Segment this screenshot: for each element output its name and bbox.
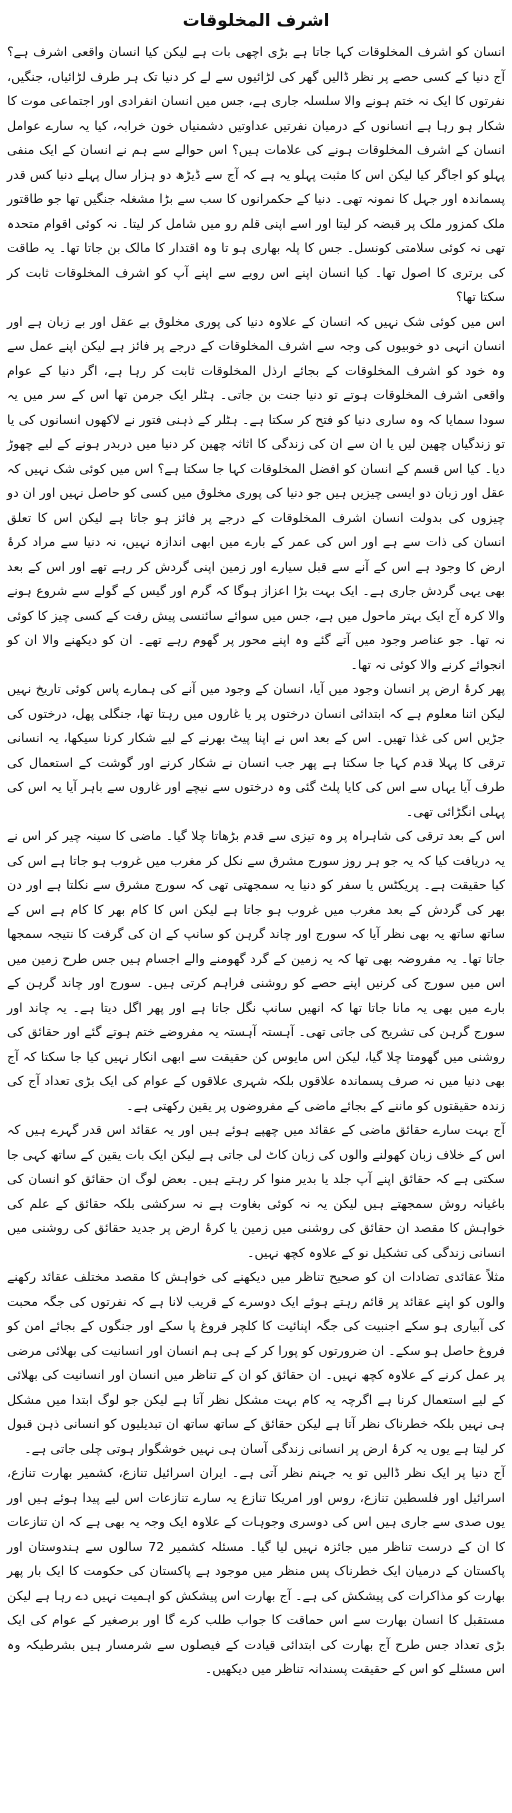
article-paragraph: آج بہت سارے حقائق ماضی کے عقائد میں چھپے ہوئے ہیں اور یہ عقائد اس قدر گہرے ہیں کہ اس کے خلاف زبان کھولنے والوں کی زبان کاٹ لی جاتی ہے لیکن ایک بات یقین کے ساتھ کہی جا سکتی ہے کہ حقائق اپنے آپ جلد یا بدیر منوا کر رہتے ہیں۔ بعض لوگ ان حقائق کو انسان کی باغیانہ روش سمجھتے ہیں لیکن یہ نہ کوئی بغاوت ہے نہ سرکشی بلکہ حقائق کے علم کی خواہش کا مقصد ان حقائق کی روشنی میں زمین یا کرۂ ارض پر جدید حقائق کی روشنی میں انسانی زندگی کی تشکیل نو کے علاوہ کچھ نہیں۔ xyxy=(7,1122,505,1260)
article-paragraph: اس میں کوئی شک نہیں کہ انسان کے علاوہ دنیا کی پوری مخلوق بے عقل اور بے زبان ہے اور انسان انہی دو خوبیوں کی وجہ سے اشرف المخلوقات کے درجے پر فائز ہے لیکن اپنے عمل سے وہ خود کو اشرف المخلوقات کے بجائے ارذل المخلوقات ثابت کر رہا ہے، اگر دنیا کے عوام واقعی اشرف المخلوقات ہوتے تو دنیا جنت بن جاتی۔ ہٹلر ایک جرمن تھا اس کے سر میں یہ سودا سمایا کہ وہ ساری دنیا کو فتح کر سکتا ہے۔ ہٹلر کے ذہنی فتور نے لاکھوں انسانوں کی یا تو زندگیاں چھین لیں یا ان سے ان کی زندگی کا اثاثہ چھین کر دنیا میں دربدر ہونے کے لیے چھوڑ دیا۔ کیا اس قسم کے انسان کو افضل المخلوقات کہا جا سکتا ہے؟ اس میں کوئی شک نہیں کہ عقل اور زبان دو ایسی چیزیں ہیں جو دنیا کی پوری مخلوق میں کسی کو حاصل نہیں اور ان دو چیزوں کی بدولت انسان اشرف المخلوقات کے درجے پر فائز ہو جاتا ہے لیکن اس کا تعلق انسان کی ذات سے ہے اور اس کی عمر کے بارے میں ابھی اندازہ نہیں، نہ دنیا سے مراد کرۂ ارض کا وجود ہے اس کے آنے سے قبل سیارے اور زمین اپنی گردش کر رہے تھے اور اس کے بعد بھی یہی گردش جاری ہے۔ ایک بہت بڑا اعزاز ہوگا کہ گرم اور گیس کے گولے سے شروع ہونے والا کرہ آج ایک بہتر ماحول میں ہے، جس میں سوائے سائنسی پیش رفت کے کسی چیز کا کوئی نہ تھا۔ جو عناصر وجود میں آتے گئے وہ اپنے محور پر گھوم رہے تھے۔ ان کو دیکھنے والا ان کو انجوائے کرنے والا کوئی نہ تھا۔ xyxy=(7,313,505,672)
article-body xyxy=(7,40,505,1682)
article-paragraph: مثلاً عقائدی تضادات ان کو صحیح تناظر میں دیکھنے کی خواہش کا مقصد مختلف عقائد رکھنے والوں کو اپنے عقائد پر قائم رہتے ہوئے ایک دوسرے کے قریب لانا ہے کہ نفرتوں کی جگہ محبت کی آبیاری ہو سکے اجنبیت کی جگہ اپنائیت کا کلچر فروغ پا سکے اور جنگوں کے بجائے امن کو فروغ حاصل ہو سکے۔ ان ضرورتوں کو پورا کر کے ہی ہم انسان اور انسانیت کی بھلائی مرضی پر عمل کرنے کے علاوہ کچھ نہیں۔ ان حقائق کو ان کے تناظر میں انسان اور انسانیت کی بھلائی کے لیے استعمال کرنا ہے اگرچہ یہ کام بہت مشکل نظر آتا ہے لیکن جو لوگ ابتدا میں مشکل ہی نہیں بلکہ خطرناک نظر آتا ہے لیکن حقائق کے ساتھ ساتھ ان تبدیلیوں کو انسانی ذہن قبول کر لیتا ہے یوں یہ کرۂ ارض پر انسانی زندگی آسان ہی نہیں خوشگوار ہوتی چلی جاتی ہے۔ xyxy=(7,1269,505,1456)
article-paragraph: آج دنیا پر ایک نظر ڈالیں تو یہ جہنم نظر آتی ہے۔ ایران اسرائیل تنازع، کشمیر بھارت تنازع، اسرائیل اور فلسطین تنازع، روس اور امریکا تنازع یہ سارے تنازعات اس لیے پیدا ہوئے ہیں اور یوں صدی سے جاری ہیں اس کی دوسری وجوہات کے علاوہ ایک وجہ یہ بھی ہے کہ ان تنازعات کا ان کے درست تناظر میں جائزہ نہیں لیا گیا۔ مسئلہ کشمیر 72 سالوں سے ہندوستان اور پاکستان کے درمیان ایک خطرناک پس منظر میں موجود ہے پاکستان کی حکومت کا ایک بار پھر بھارت کو مذاکرات کی پیشکش کی ہے۔ آج بھارت اس پیشکش کو اہمیت نہیں دے رہا ہے لیکن مستقبل کا انسان بھارت سے اس حماقت کا جواب طلب کرے گا اور برصغیر کے عوام کی ایک بڑی تعداد جس طرح آج بھارت کی ابتدائی قیادت کے فیصلوں سے شرمسار ہیں بشرطیکہ وہ اس مسئلے کو اس کے حقیقت پسندانہ تناظر میں دیکھیں۔ xyxy=(7,1465,505,1676)
article-paragraph: پھر کرۂ ارض پر انسان وجود میں آیا، انسان کے وجود میں آنے کی ہمارے پاس کوئی تاریخ نہیں لیکن اتنا معلوم ہے کہ ابتدائی انسان درختوں پر یا غاروں میں رہتا تھا، جنگلی پھل، درختوں کی جڑیں اس کی غذا تھیں۔ اس کے بعد اس نے اپنا پیٹ بھرنے کے لیے شکار کرنا سیکھا، یہ انسانی ترقی کا پہلا قدم کہا جا سکتا ہے پھر جب انسان نے شکار کرنے اور گوشت کے استعمال کی طرف آیا یہاں سے اس کی کایا پلٹ گئی وہ درختوں سے نیچے اور غاروں سے باہر آیا یہ اس کی پہلی انگڑائی تھی۔ xyxy=(7,681,505,819)
article-paragraph: اس کے بعد ترقی کی شاہراہ پر وہ تیزی سے قدم بڑھاتا چلا گیا۔ ماضی کا سینہ چیر کر اس نے یہ دریافت کیا کہ یہ جو ہر روز سورج مشرق سے نکل کر مغرب میں غروب ہو جاتا ہے اس کی کیا حقیقت ہے۔ پریکٹس یا سفر کو دنیا یہ سمجھتی تھی کہ سورج مشرق سے نکلتا ہے اور دن بھر کی گردش کے بعد مغرب میں غروب ہو جاتا ہے لیکن اس کا کام بھر کا کام ہے اس کے ساتھ ساتھ یہ بھی نظر آیا کہ سورج اور چاند گرہن کو سانپ کے ان کی گرفت کا نتیجہ سمجھا جاتا تھا۔ یہ مفروضہ بھی تھا کہ یہ زمین کے گرد گھومنے والے اجسام ہیں جس طرح زمین میں اس میں سورج کی کرنیں اپنے حصے کو روشنی فراہم کرتی ہیں۔ سورج اور چاند گرہن کے بارے میں بھی یہ مانا جاتا تھا کہ انھیں سانپ نگل جاتا ہے اور پھر اگل دیتا ہے۔ یہ چاند اور سورج گرہن کی تشریح کی جاتی تھی۔ آہستہ آہستہ یہ مفروضے ختم ہوتے گئے اور حقائق کی روشنی میں گھومتا چلا گیا، لیکن اس مایوس کن حقیقت سے ابھی انکار نہیں کیا جا سکتا کہ آج بھی دنیا میں نہ صرف پسماندہ علاقوں بلکہ شہری علاقوں کے عوام کی ایک بڑی تعداد آج کی زندہ حقیقتوں کو ماننے کے بجائے ماضی کے مفروضوں پر یقین رکھتی ہے۔ xyxy=(7,828,505,1113)
article-title: اشرف المخلوقات xyxy=(182,11,330,31)
article-paragraph: انسان کو اشرف المخلوقات کہا جاتا ہے بڑی اچھی بات ہے لیکن کیا انسان واقعی اشرف ہے؟ آج دنیا کے کسی حصے پر نظر ڈالیں گھر کی لڑائیوں سے لے کر دنیا تک ہر طرف لڑائیاں، جنگیں، نفرتوں کا ایک نہ ختم ہونے والا سلسلہ جاری ہے، جس میں انسان انفرادی اور اجتماعی موت کا شکار ہو رہا ہے انسانوں کے درمیان نفرتیں عداوتیں دشمنیاں خون خرابہ، کیا یہ سارے عوامل انسان کے اشرف المخلوقات ہونے کی علامات ہیں؟ اس حوالے سے ہم نے انسان کے ایک منفی پہلو کو اجاگر کیا لیکن اس کا مثبت پہلو یہ ہے کہ آج سے ڈیڑھ دو ہزار سال پہلے دنیا کس قدر پسماندہ اور جہل کا نمونہ تھی۔ دنیا کے حکمرانوں کا سب سے بڑا مشغلہ جنگیں تھا جو طاقتور ملک کمزور ملک پر قبضہ کر لیتا اور اسے اپنی قلم رو میں شامل کر لیتا۔ نہ کوئی اقوام متحدہ تھی نہ کوئی سلامتی کونسل۔ جس کا پلہ بھاری ہو تا وہ اقتدار کا مالک بن جاتا تھا۔ یہ طاقت کی برتری کا اصول تھا۔ کیا انسان اپنے اس رویے سے اپنے آپ کو اشرف المخلوقات ثابت کر سکتا تھا؟ xyxy=(7,44,505,304)
